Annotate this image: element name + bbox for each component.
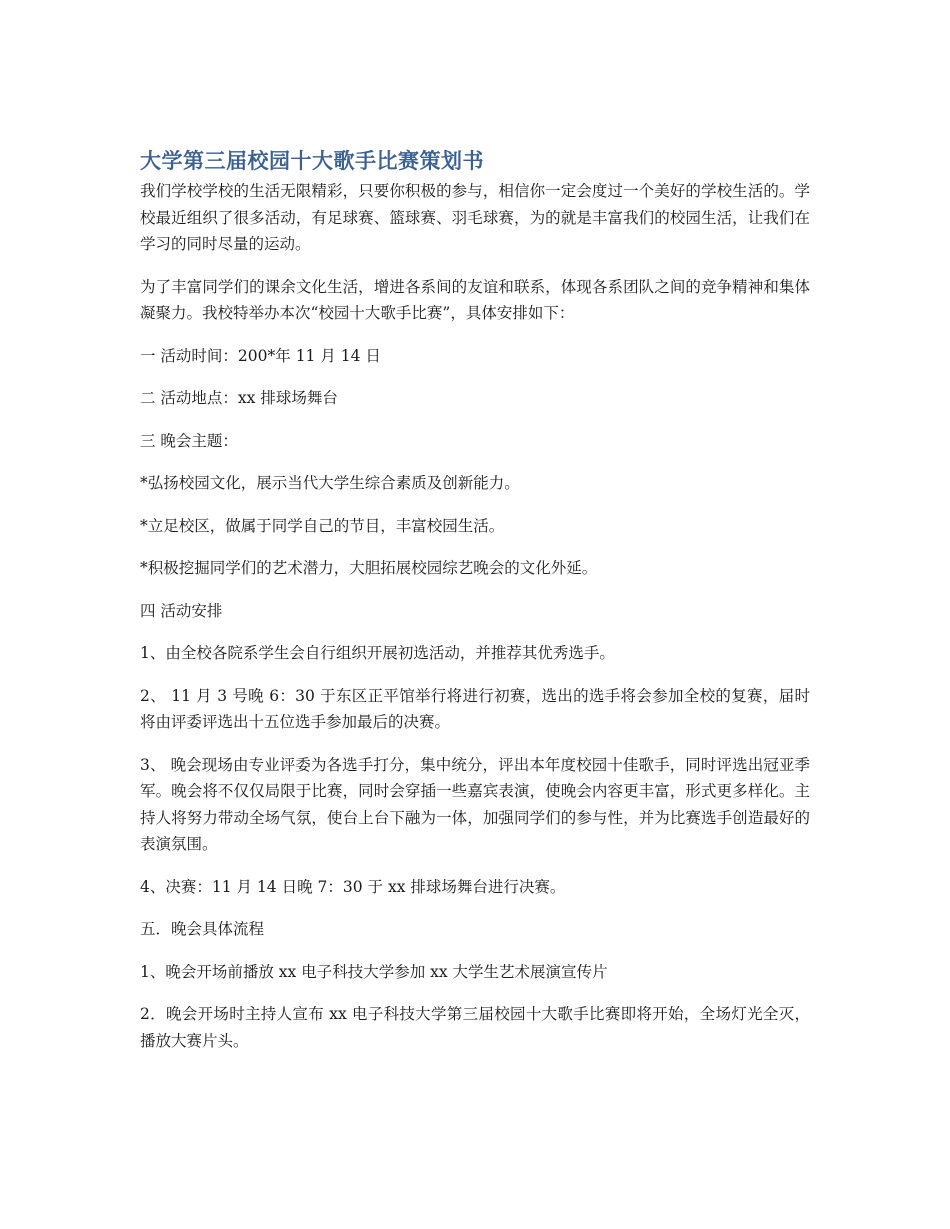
- paragraph-time: 一 活动时间：200*年 11 月 14 日: [140, 346, 381, 365]
- paragraph-flow-2: 2．晚会开场时主持人宣布 xx 电子科技大学第三届校园十大歌手比赛即将开始，全场灯光全灭，播放大赛片头。: [140, 1005, 810, 1050]
- document-title: 大学第三届校园十大歌手比赛策划书: [140, 149, 484, 173]
- paragraph-purpose: 为了丰富同学们的课余文化生活，增进各系间的友谊和联系，体现各系团队之间的竞争精神和集体凝聚力。我校特举办本次“校园十大歌手比赛”，具体安排如下：: [140, 277, 810, 322]
- paragraph-intro: 我们学校学校的生活无限精彩，只要你积极的参与，相信你一定会度过一个美好的学校生活的。学校最近组织了很多活动，有足球赛、篮球赛、羽毛球赛，为的就是丰富我们的校园生活，让我们在学习的同时尽量的运动。: [140, 182, 810, 253]
- paragraph-location: 二 活动地点：xx 排球场舞台: [140, 389, 338, 407]
- paragraph-flow-1: 1、晚会开场前播放 xx 电子科技大学参加 xx 大学生艺术展演宣传片: [140, 962, 608, 981]
- paragraph-arrangement-1: 1、由全校各院系学生会自行组织开展初选活动，并推荐其优秀选手。: [140, 644, 615, 662]
- document-page: [140, 146, 810, 1070]
- paragraph-theme-1: *弘扬校园文化，展示当代大学生综合素质及创新能力。: [140, 474, 520, 492]
- paragraph-theme-heading: 三 晚会主题：: [140, 431, 238, 450]
- paragraph-flow-heading: 五．晚会具体流程: [140, 920, 265, 938]
- paragraph-arrangement-3: 3、 晚会现场由专业评委为各选手打分，集中统分，评出本年度校园十佳歌手，同时评选出冠亚季军。晚会将不仅仅局限于比赛，同时会穿插一些嘉宾表演，使晚会内容更丰富，形式更多样化。主持人将努力带动全场气氛，使台上台下融为一体，加强同学们的参与性，并为比赛选手创造最好的表演氛围。: [140, 755, 810, 853]
- paragraph-arrangement-heading: 四 活动安排: [140, 601, 223, 620]
- paragraph-theme-2: *立足校区，做属于同学自己的节目，丰富校园生活。: [140, 516, 505, 535]
- paragraph-theme-3: *积极挖掘同学们的艺术潜力，大胆拓展校园综艺晚会的文化外延。: [140, 559, 598, 577]
- paragraph-arrangement-4: 4、决赛：11 月 14 日晚 7：30 于 xx 排球场舞台进行决赛。: [140, 877, 566, 896]
- paragraph-arrangement-2: 2、 11 月 3 号晚 6：30 于东区正平馆举行将进行初赛，选出的选手将会参加全校的复赛，届时将由评委评选出十五位选手参加最后的决赛。: [140, 686, 810, 731]
